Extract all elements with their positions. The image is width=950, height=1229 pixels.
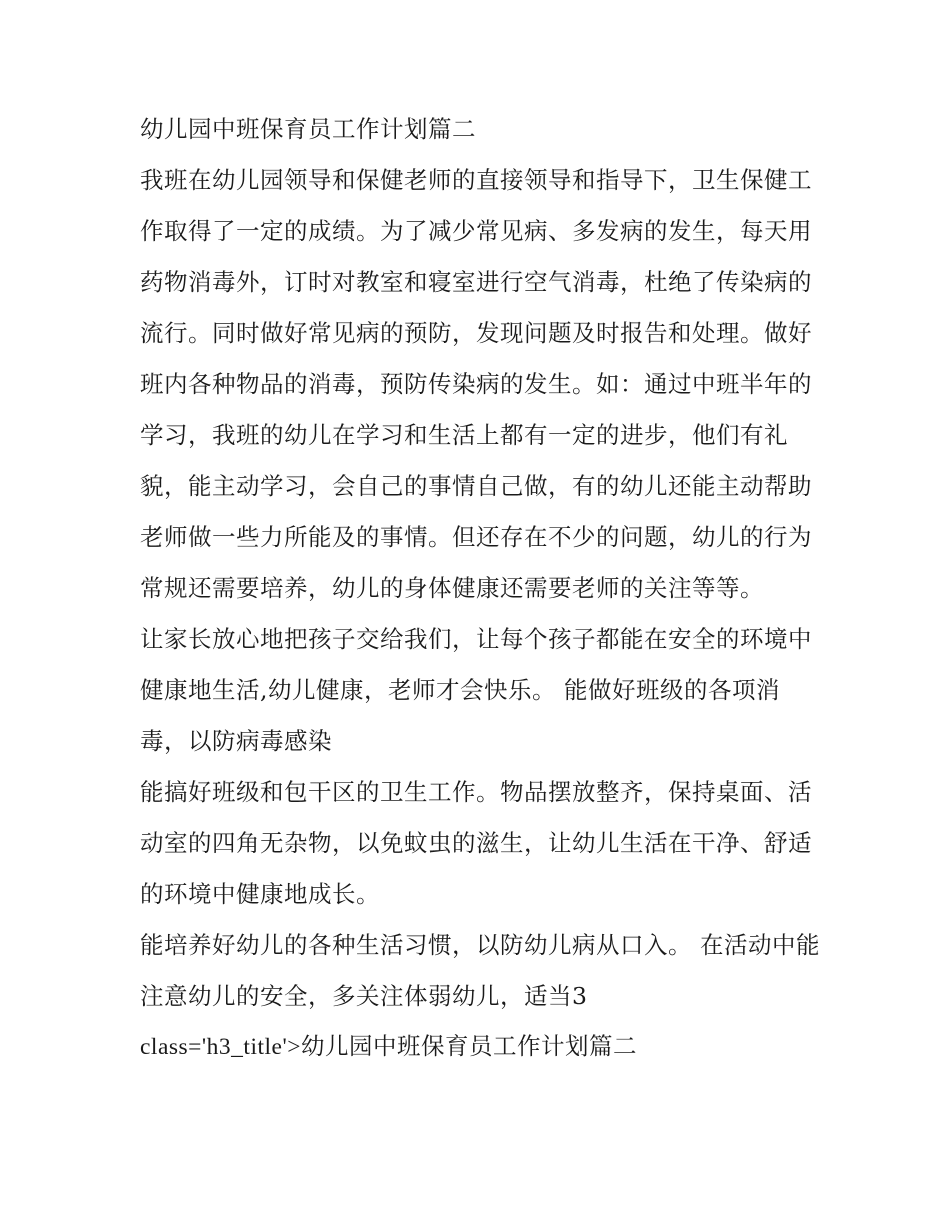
paragraph-1: 我班在幼儿园领导和保健老师的直接领导和指导下，卫生保健工作取得了一定的成绩。为了减少常见病、多发病的发生，每天用药物消毒外，订时对教室和寝室进行空气消毒，杜绝了传染病的流行。同时做好常见病的预防，发现问题及时报告和处理。做好班内各种物品的消毒，预防传染病的发生。如：通过中班半年的学习，我班的幼儿在学习和生活上都有一定的进步，他们有礼貌，能主动学习，会自己的事情自己做，有的幼儿还能主动帮助老师做一些力所能及的事情。但还存在不少的问题，幼儿的行为常规还需要培养，幼儿的身体健康还需要老师的关注等等。 <box>140 166 812 602</box>
trailing-heading-line: class='h3_title'>幼儿园中班保育员工作计划篇二 <box>140 1034 637 1060</box>
document-title: 幼儿园中班保育员工作计划篇二 <box>140 115 476 143</box>
paragraph-4: 能培养好幼儿的各种生活习惯，以防幼儿病从口入。 在活动中能注意幼儿的安全，多关注体弱幼儿，适当3 <box>140 931 820 1010</box>
paragraph-3: 能搞好班级和包干区的卫生工作。物品摆放整齐，保持桌面、活动室的四角无杂物，以免蚊虫的滋生，让幼儿生活在干净、舒适的环境中健康地成长。 <box>140 778 812 908</box>
paragraph-2: 让家长放心地把孩子交给我们，让每个孩子都能在安全的环境中健康地生活,幼儿健康，老师才会快乐。 能做好班级的各项消毒，以防病毒感染 <box>140 625 812 755</box>
document-body <box>140 104 820 1073</box>
